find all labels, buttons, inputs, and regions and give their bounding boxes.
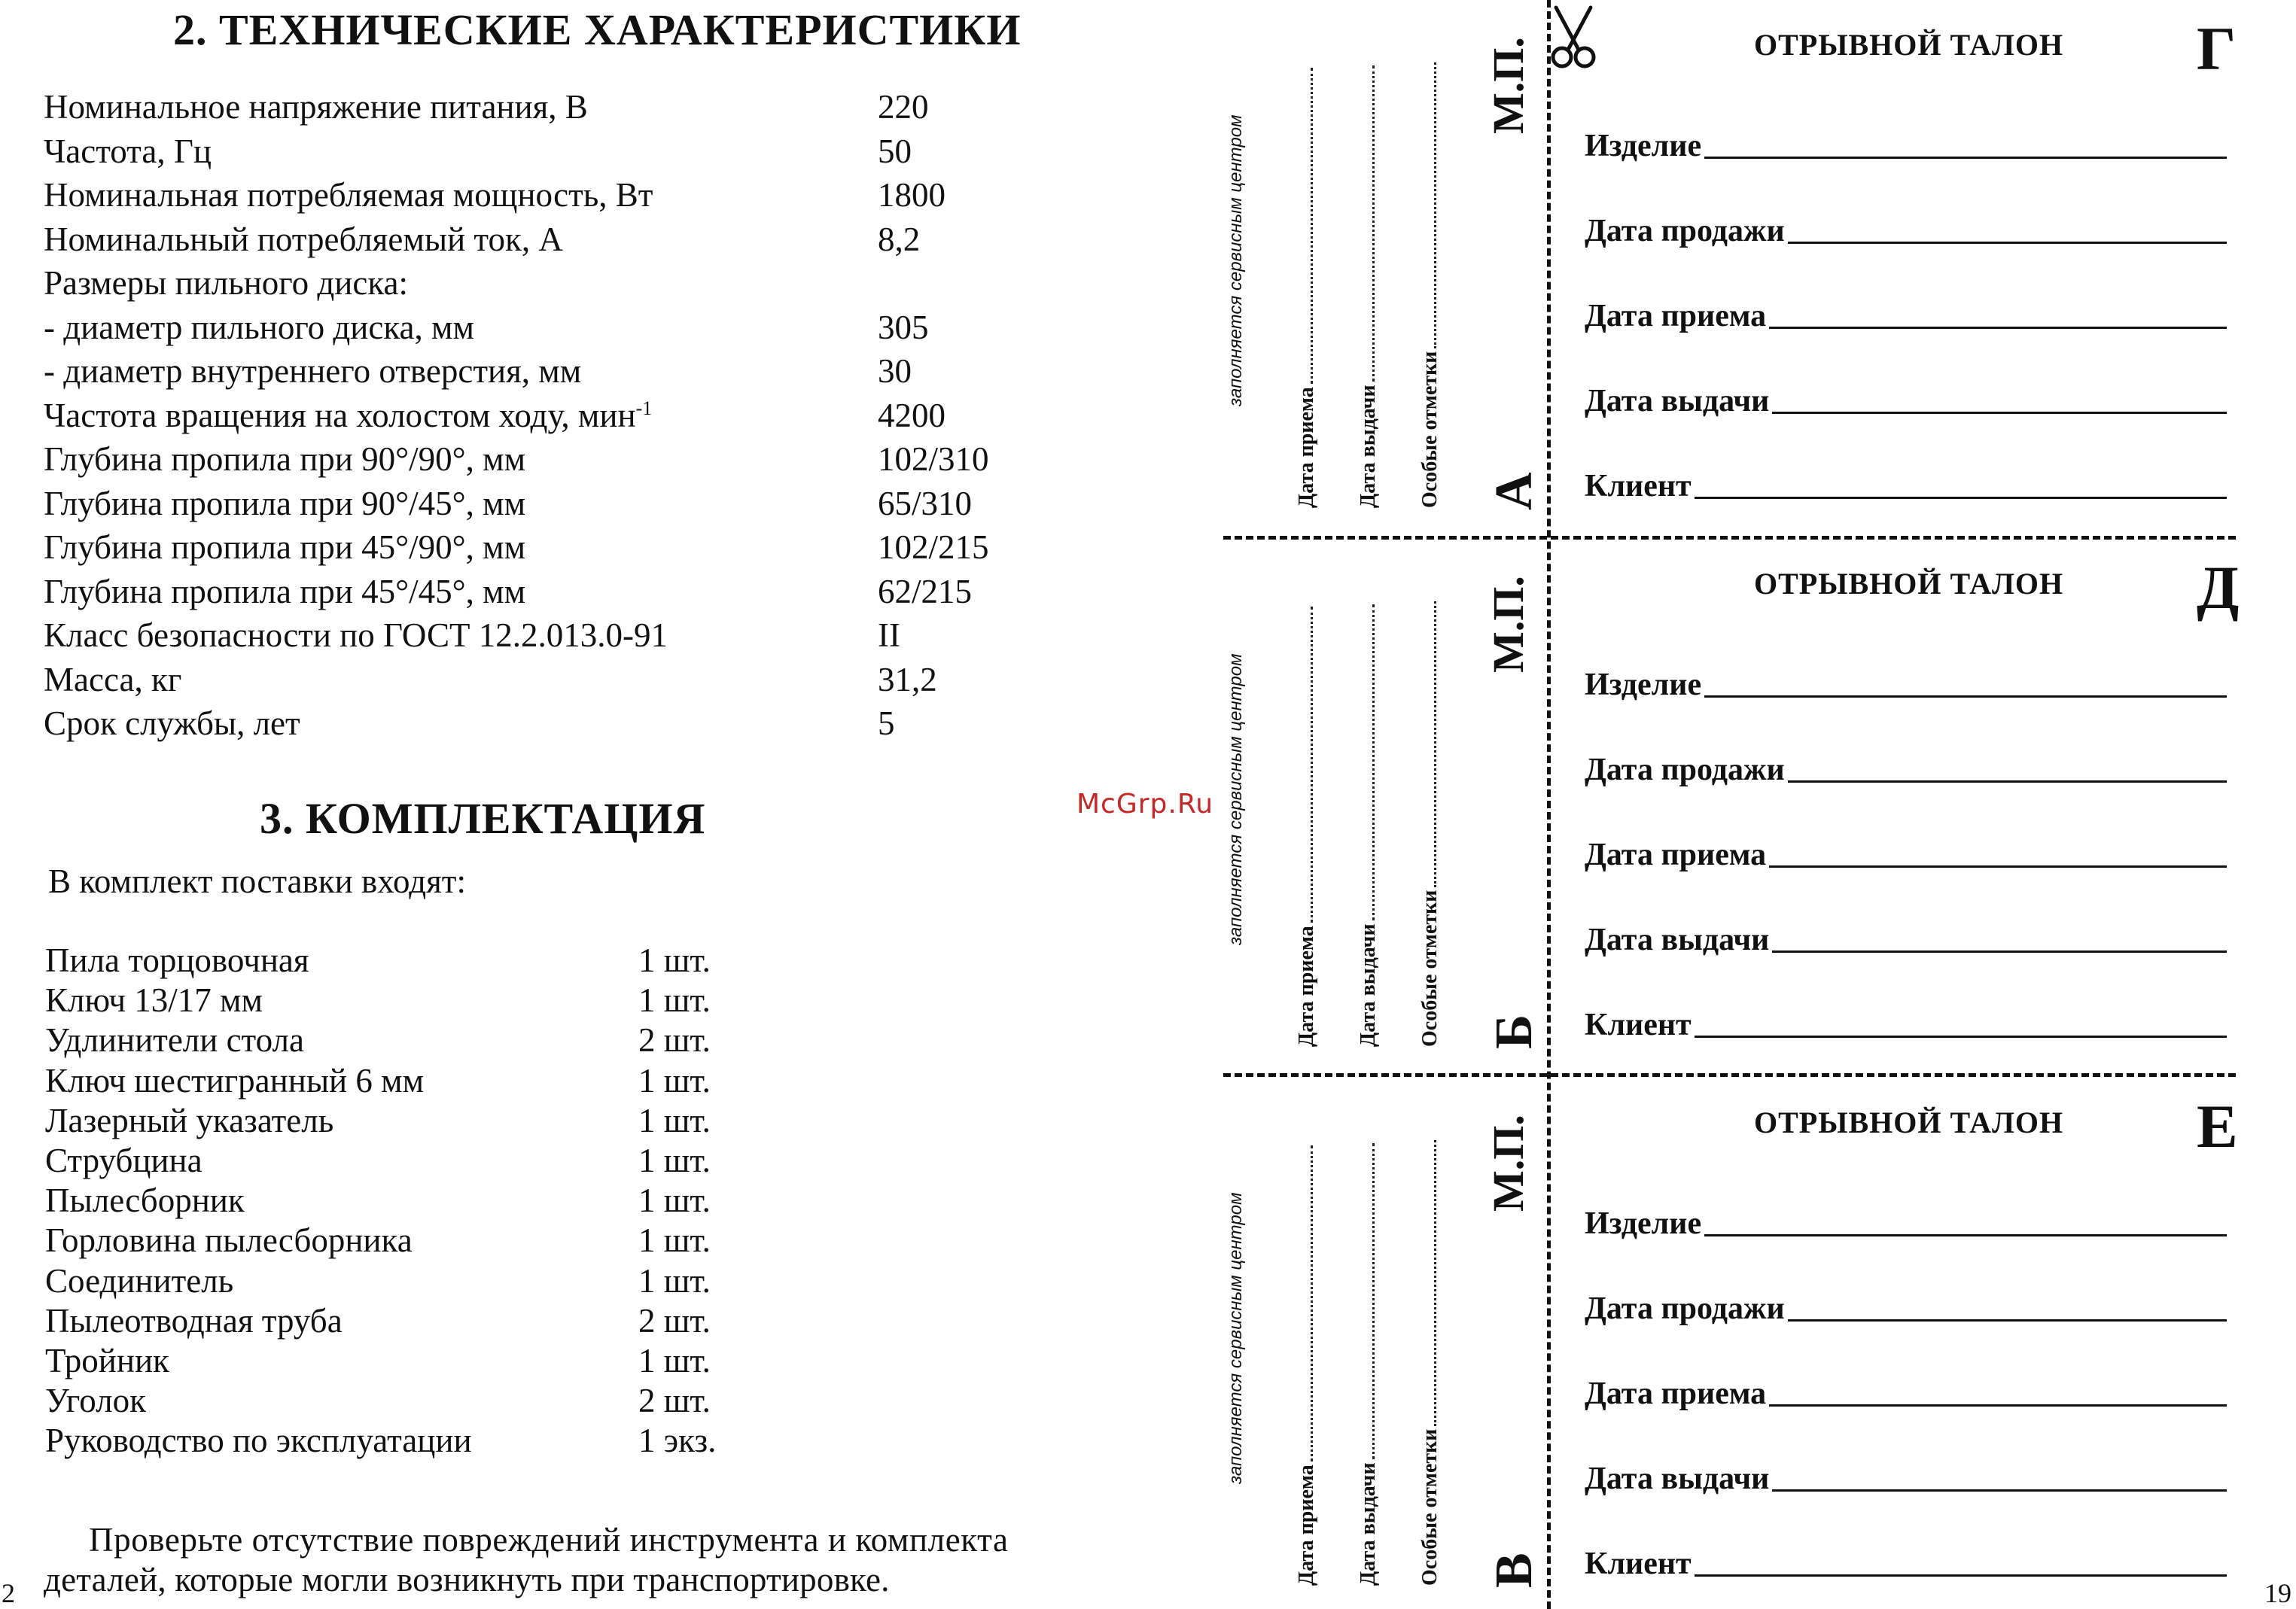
kit-label: Пила торцовочная xyxy=(45,941,309,979)
spec-label: Глубина пропила при 45°/45°, мм xyxy=(44,572,526,610)
coupon-field xyxy=(1585,465,2227,504)
spec-label: Класс безопасности по ГОСТ 12.2.013.0-91 xyxy=(44,616,668,654)
kit-label: Пылеотводная труба xyxy=(45,1301,343,1340)
coupon-field xyxy=(1585,1373,2227,1412)
coupon-field-line xyxy=(1788,780,2227,783)
kit-label: Ключ 13/17 мм xyxy=(45,981,263,1020)
horizontal-cut-line-1 xyxy=(1223,536,2236,540)
coupon-field-line xyxy=(1704,157,2227,159)
coupon-field-line xyxy=(1769,865,2227,868)
stub-field-dotted-line xyxy=(1357,65,1375,382)
coupon-field-line xyxy=(1695,1036,2227,1038)
kit-label: Руководство по эксплуатации xyxy=(45,1422,472,1460)
spec-label: Глубина пропила при 45°/90°, мм xyxy=(44,528,526,566)
coupon-field xyxy=(1585,1458,2227,1497)
spec-row xyxy=(44,87,1052,131)
coupon-field-label: Дата приема xyxy=(1585,1376,1767,1411)
stub-note: заполняется сервисным центром xyxy=(1226,1192,1246,1484)
coupon-field-label: Дата приема xyxy=(1585,299,1767,333)
spec-row xyxy=(44,308,1052,351)
coupon-letter: Г xyxy=(2197,14,2237,83)
spec-value: II xyxy=(878,616,900,654)
stub-field-label: Особые отметки xyxy=(1418,1428,1442,1586)
kit-row xyxy=(45,1141,723,1180)
coupon-field-label: Дата продажи xyxy=(1585,1291,1785,1326)
page-number-right: 19 xyxy=(2264,1578,2291,1608)
coupon-title: ОТРЫВНОЙ ТАЛОН xyxy=(1754,567,2064,601)
kit-row xyxy=(45,1341,723,1380)
spec-label: Номинальная потребляемая мощность, Вт xyxy=(44,176,653,214)
kit-row xyxy=(45,1221,723,1260)
kit-row xyxy=(45,1101,723,1140)
coupon-field-label: Клиент xyxy=(1585,469,1692,503)
kit-row xyxy=(45,1261,723,1300)
spec-label: Масса, кг xyxy=(44,660,182,698)
stub-field-dotted-line xyxy=(1419,1140,1436,1426)
coupon-field-line xyxy=(1772,1489,2227,1492)
coupon-field xyxy=(1585,834,2227,873)
coupon-field-label: Дата продажи xyxy=(1585,753,1785,787)
coupon-field xyxy=(1585,1288,2227,1327)
coupon-field-label: Изделие xyxy=(1585,129,1702,163)
stub-field-label: Дата выдачи xyxy=(1357,923,1380,1047)
stub-letter: А xyxy=(1485,472,1543,510)
spec-value: 5 xyxy=(878,704,895,742)
coupon-field xyxy=(1585,210,2227,249)
spec-value: 1800 xyxy=(878,176,946,214)
coupon-field xyxy=(1585,125,2227,164)
spec-row xyxy=(44,220,1052,263)
stub-letter: В xyxy=(1485,1553,1543,1588)
stub-stamp-place: М.П. xyxy=(1484,37,1533,134)
kit-qty: 1 шт. xyxy=(638,1101,711,1139)
kit-label: Ключ шестигранный 6 мм xyxy=(45,1061,425,1100)
kit-row xyxy=(45,1301,723,1340)
spec-row xyxy=(44,572,1052,616)
spec-label: Глубина пропила при 90°/45°, мм xyxy=(44,484,526,522)
stub-stamp-place: М.П. xyxy=(1484,1115,1533,1212)
coupon-field-label: Изделие xyxy=(1585,668,1702,702)
stub-field-dotted-line xyxy=(1296,1145,1313,1461)
spec-label: - диаметр внутреннего отверстия, мм xyxy=(44,352,582,390)
stub-field-dotted-line xyxy=(1357,1143,1375,1459)
spec-label-sup: -1 xyxy=(635,397,653,419)
kit-qty: 1 шт. xyxy=(638,941,711,979)
coupon-field-line xyxy=(1769,327,2227,329)
kit-qty: 1 шт. xyxy=(638,1342,711,1379)
kit-qty: 1 шт. xyxy=(638,1221,711,1260)
coupon-field-label: Изделие xyxy=(1585,1206,1702,1241)
stub-field-dotted-line xyxy=(1296,607,1313,923)
stub-field xyxy=(1357,1143,1381,1586)
spec-label: Глубина пропила при 90°/90°, мм xyxy=(44,440,526,478)
kit-label: Соединитель xyxy=(45,1261,234,1300)
coupon-title: ОТРЫВНОЙ ТАЛОН xyxy=(1754,28,2064,62)
stub-field-label: Дата приема xyxy=(1295,926,1318,1047)
stub-field-label: Дата приема xyxy=(1295,387,1318,508)
spec-value: 30 xyxy=(878,352,912,390)
stub-field xyxy=(1357,65,1381,508)
coupon-field-line xyxy=(1788,1319,2227,1322)
kit-row xyxy=(45,981,723,1020)
note-line-2: деталей, которые могли возникнуть при транспортировке. xyxy=(44,1561,890,1598)
kit-label: Лазерный указатель xyxy=(45,1101,334,1139)
coupon-field xyxy=(1585,1004,2227,1043)
spec-label: Номинальное напряжение питания, В xyxy=(44,88,588,126)
spec-value: 4200 xyxy=(878,396,946,434)
coupon-field-label: Дата выдачи xyxy=(1585,1461,1770,1496)
coupon-field-label: Дата приема xyxy=(1585,838,1767,872)
kit-qty: 2 шт. xyxy=(638,1301,711,1340)
coupon-letter: Д xyxy=(2197,553,2240,622)
spec-row xyxy=(44,132,1052,175)
stub-field-dotted-line xyxy=(1296,68,1313,384)
spec-value: 62/215 xyxy=(878,572,973,610)
spec-value: 102/310 xyxy=(878,440,989,478)
coupon-field-label: Дата продажи xyxy=(1585,214,1785,248)
stub-field xyxy=(1418,601,1442,1047)
spec-label: Частота, Гц xyxy=(44,132,212,170)
coupon-field xyxy=(1585,1543,2227,1582)
spec-row xyxy=(44,396,1052,440)
stub-field-dotted-line xyxy=(1419,62,1436,348)
coupon-field-label: Дата выдачи xyxy=(1585,384,1770,418)
kit-qty: 1 шт. xyxy=(638,1182,711,1220)
kit-qty: 1 шт. xyxy=(638,1061,711,1100)
coupon-field xyxy=(1585,1203,2227,1242)
kit-row xyxy=(45,1061,723,1100)
horizontal-cut-line-2 xyxy=(1223,1073,2236,1077)
coupon-field-label: Клиент xyxy=(1585,1547,1692,1581)
kit-qty: 1 шт. xyxy=(638,1261,711,1300)
stub-field xyxy=(1295,607,1319,1047)
stub-field-label: Дата выдачи xyxy=(1357,385,1380,508)
spec-value: 305 xyxy=(878,308,929,346)
kit-row xyxy=(45,1381,723,1420)
spec-label: Размеры пильного диска: xyxy=(44,264,408,302)
spec-row xyxy=(44,660,1052,704)
spec-row xyxy=(44,616,1052,659)
coupon-field xyxy=(1585,919,2227,958)
stub-field-dotted-line xyxy=(1357,604,1375,920)
spec-value: 8,2 xyxy=(878,220,921,258)
stub-letter: Б xyxy=(1485,1014,1543,1049)
coupon-field-line xyxy=(1772,950,2227,953)
stub-field xyxy=(1295,68,1319,508)
stub-field xyxy=(1357,604,1381,1047)
kit-qty: 2 шт. xyxy=(638,1382,711,1420)
kit-qty: 1 экз. xyxy=(638,1422,717,1460)
stub-note: заполняется сервисным центром xyxy=(1226,653,1246,945)
stub-field-label: Особые отметки xyxy=(1418,890,1442,1047)
kit-intro: В комплект поставки входят: xyxy=(48,862,466,900)
coupon-field-line xyxy=(1772,412,2227,414)
spec-value: 102/215 xyxy=(878,528,989,566)
kit-label: Пылесборник xyxy=(45,1182,245,1220)
kit-qty: 1 шт. xyxy=(638,981,711,1020)
coupon-field-label: Дата выдачи xyxy=(1585,923,1770,957)
stub-field-label: Дата выдачи xyxy=(1357,1462,1380,1586)
coupon-field-line xyxy=(1695,497,2227,499)
coupon-field-line xyxy=(1788,242,2227,244)
spec-label: Срок службы, лет xyxy=(44,704,300,742)
coupon-letter: Е xyxy=(2197,1092,2238,1160)
spec-value: 220 xyxy=(878,88,929,126)
kit-label: Уголок xyxy=(45,1382,146,1420)
spec-label: Частота вращения на холостом ходу, мин$^{-1}$ xyxy=(44,396,653,434)
spec-row xyxy=(44,351,1052,395)
stub-field xyxy=(1295,1145,1319,1586)
coupon-field-line xyxy=(1769,1404,2227,1407)
note-line-1: Проверьте отсутствие повреждений инструмента и комплекта xyxy=(89,1521,1009,1559)
scissors-icon xyxy=(1547,3,1607,72)
coupon-field xyxy=(1585,295,2227,334)
spec-label: - диаметр пильного диска, мм xyxy=(44,308,474,346)
coupon-field xyxy=(1585,380,2227,419)
coupon-field-line xyxy=(1695,1574,2227,1577)
coupon-field-line xyxy=(1704,695,2227,698)
spec-value: 31,2 xyxy=(878,660,937,698)
vertical-cut-line xyxy=(1547,0,1551,1609)
spec-row xyxy=(44,263,1052,307)
spec-label: Номинальный потребляемый ток, А xyxy=(44,220,563,258)
spec-row xyxy=(44,484,1052,528)
kit-label: Тройник xyxy=(45,1342,169,1379)
stub-field-label: Особые отметки xyxy=(1418,351,1442,508)
stub-stamp-place: М.П. xyxy=(1484,576,1533,673)
stub-field xyxy=(1418,62,1442,508)
kit-row xyxy=(45,1020,723,1060)
page-number-left: 2 xyxy=(2,1578,15,1608)
kit-label: Струбцина xyxy=(45,1142,202,1179)
section-2-title: 2. ТЕХНИЧЕСКИЕ ХАРАКТЕРИСТИКИ xyxy=(173,5,1022,54)
coupon-field xyxy=(1585,749,2227,788)
stub-field-dotted-line xyxy=(1419,601,1436,887)
spec-row xyxy=(44,175,1052,219)
spec-value: 65/310 xyxy=(878,484,973,522)
kit-label: Удлинители стола xyxy=(45,1021,304,1060)
kit-row xyxy=(45,1181,723,1220)
kit-label: Горловина пылесборника xyxy=(45,1221,413,1260)
coupon-field xyxy=(1585,664,2227,703)
kit-row xyxy=(45,941,723,980)
kit-qty: 1 шт. xyxy=(638,1142,711,1179)
kit-qty: 2 шт. xyxy=(638,1021,711,1060)
stub-field-label: Дата приема xyxy=(1295,1465,1318,1586)
section-3-title: 3. КОМПЛЕКТАЦИЯ xyxy=(260,794,706,843)
spec-row xyxy=(44,440,1052,483)
stub-note: заполняется сервисным центром xyxy=(1226,114,1246,406)
stub-field xyxy=(1418,1140,1442,1586)
coupon-field-line xyxy=(1704,1234,2227,1236)
kit-row xyxy=(45,1421,723,1460)
watermark: McGrp.Ru xyxy=(1076,789,1214,820)
coupon-title: ОТРЫВНОЙ ТАЛОН xyxy=(1754,1106,2064,1139)
spec-row xyxy=(44,528,1052,571)
spec-value: 50 xyxy=(878,132,912,170)
spec-row xyxy=(44,704,1052,747)
coupon-field-label: Клиент xyxy=(1585,1008,1692,1042)
